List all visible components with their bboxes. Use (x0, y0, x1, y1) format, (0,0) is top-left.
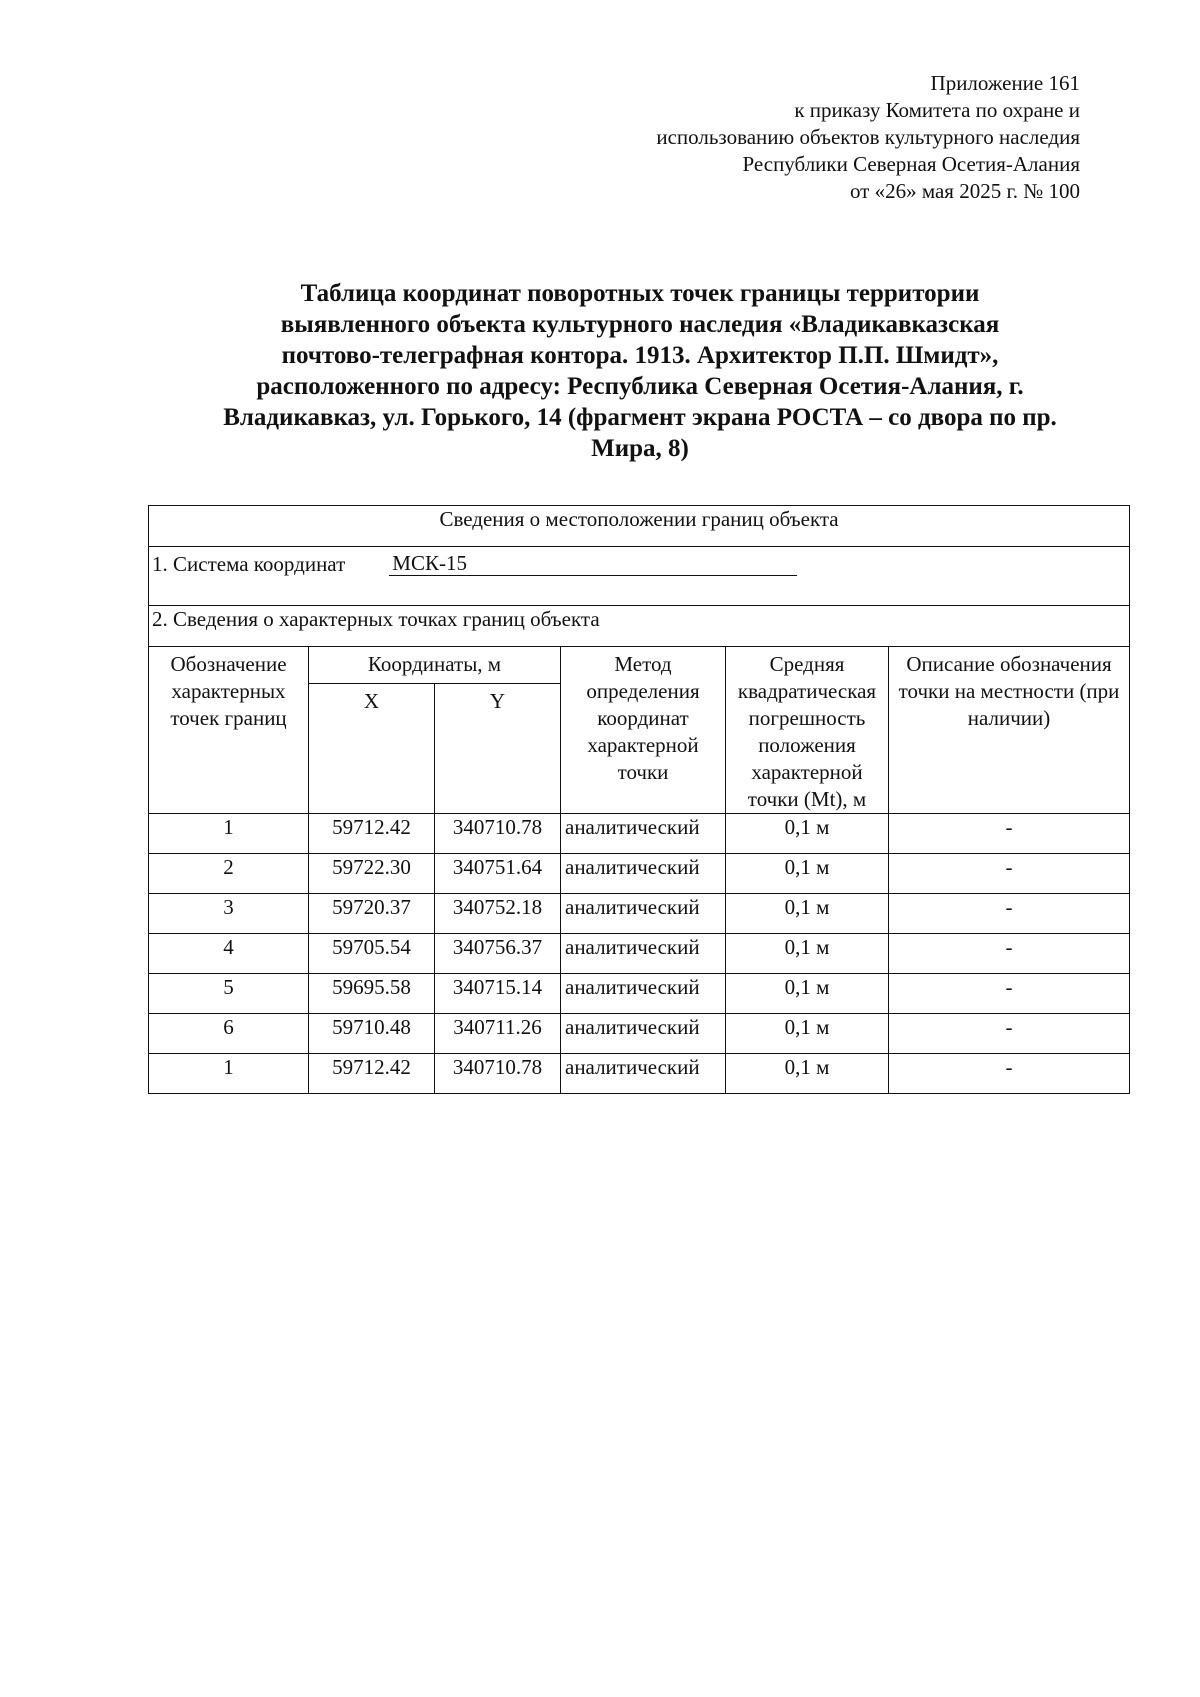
cell-description: - (889, 934, 1130, 974)
cell-y: 340711.26 (435, 1014, 561, 1054)
cell-x: 59712.42 (309, 1054, 435, 1094)
header-coordinates: Координаты, м (309, 647, 561, 684)
cell-error: 0,1 м (726, 854, 889, 894)
cell-description: - (889, 1014, 1130, 1054)
header-line: Приложение 161 (930, 71, 1080, 95)
appendix-header (480, 70, 1080, 205)
cell-description: - (889, 1054, 1130, 1094)
cell-method: аналитический (561, 934, 726, 974)
cell-y: 340751.64 (435, 854, 561, 894)
cell-error: 0,1 м (726, 1054, 889, 1094)
cell-point: 1 (149, 814, 309, 854)
cell-method: аналитический (561, 894, 726, 934)
table-row (149, 934, 1130, 974)
cell-point: 4 (149, 934, 309, 974)
header-line: Республики Северная Осетия-Алания (742, 152, 1080, 176)
title-line: расположенного по адресу: Республика Северная Осетия-Алания, г. (256, 373, 1024, 400)
header-designation: Обозначение характерных точек границ (149, 647, 309, 814)
cell-y: 340715.14 (435, 974, 561, 1014)
cell-x: 59722.30 (309, 854, 435, 894)
cell-y: 340752.18 (435, 894, 561, 934)
title-line: почтово-телеграфная контора. 1913. Архитектор П.П. Шмидт», (281, 342, 999, 369)
cell-error: 0,1 м (726, 934, 889, 974)
table-row (149, 1054, 1130, 1094)
cell-description: - (889, 894, 1130, 934)
cell-x: 59720.37 (309, 894, 435, 934)
header-line: использованию объектов культурного наследия (656, 125, 1080, 149)
header-method: Метод определения координат характерной точки (561, 647, 726, 814)
title-line: Таблица координат поворотных точек границы территории (300, 280, 980, 307)
cell-method: аналитический (561, 814, 726, 854)
table-row (149, 894, 1130, 934)
title-line: Владикавказ, ул. Горького, 14 (фрагмент экрана РОСТА – со двора по пр. (223, 404, 1057, 431)
cell-point: 3 (149, 894, 309, 934)
cell-description: - (889, 974, 1130, 1014)
cell-method: аналитический (561, 1014, 726, 1054)
title-line: Мира, 8) (591, 435, 689, 462)
cell-x: 59712.42 (309, 814, 435, 854)
header-description: Описание обозначения точки на местности (при наличии) (889, 647, 1130, 814)
document-title (150, 278, 1130, 464)
coord-system-value: МСК-15 (389, 551, 797, 576)
header-error: Средняя квадратическая погрешность положения характерной точки (Mt), м (726, 647, 889, 814)
cell-y: 340710.78 (435, 1054, 561, 1094)
cell-method: аналитический (561, 974, 726, 1014)
cell-x: 59705.54 (309, 934, 435, 974)
cell-point: 1 (149, 1054, 309, 1094)
coordinates-table (148, 505, 1130, 1094)
points-section-label: 2. Сведения о характерных точках границ объекта (149, 606, 1130, 647)
table-row (149, 814, 1130, 854)
coord-system-label: 1. Система координат (152, 552, 346, 576)
cell-point: 5 (149, 974, 309, 1014)
cell-point: 2 (149, 854, 309, 894)
coord-system-row (149, 547, 1130, 606)
cell-description: - (889, 854, 1130, 894)
header-x: X (309, 684, 435, 814)
table-caption: Сведения о местоположении границ объекта (149, 506, 1130, 547)
cell-error: 0,1 м (726, 974, 889, 1014)
cell-y: 340710.78 (435, 814, 561, 854)
cell-point: 6 (149, 1014, 309, 1054)
cell-error: 0,1 м (726, 814, 889, 854)
table-row (149, 974, 1130, 1014)
cell-method: аналитический (561, 854, 726, 894)
cell-error: 0,1 м (726, 894, 889, 934)
table-row (149, 1014, 1130, 1054)
title-line: выявленного объекта культурного наследия «Владикавказская (280, 311, 1000, 338)
cell-x: 59710.48 (309, 1014, 435, 1054)
cell-error: 0,1 м (726, 1014, 889, 1054)
header-line: к приказу Комитета по охране и (794, 98, 1080, 122)
header-line: от «26» мая 2025 г. № 100 (849, 179, 1080, 203)
table-row (149, 854, 1130, 894)
cell-x: 59695.58 (309, 974, 435, 1014)
cell-method: аналитический (561, 1054, 726, 1094)
cell-description: - (889, 814, 1130, 854)
cell-y: 340756.37 (435, 934, 561, 974)
header-y: Y (435, 684, 561, 814)
